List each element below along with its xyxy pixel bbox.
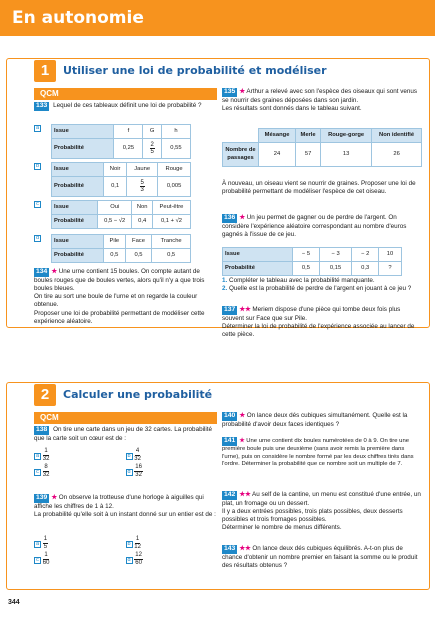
table-cell: 0,15	[319, 262, 352, 276]
table-cell-fraction: $\frac{2}{5}$	[143, 139, 161, 159]
exercise-136-questions: 1. Compléter le tableau avec la probabilité manquante. 2. Quelle est la probabilité de perdre de l'argent en jouant à ce jeu ?	[222, 277, 412, 293]
numerator: 1	[43, 536, 48, 542]
table-header: Probabilité	[52, 177, 104, 197]
exercise-text: Meriem dispose d'une pièce qui tombe deux fois plus souvent sur Face que sur Pile.	[222, 306, 401, 322]
table-cell: Face	[125, 235, 152, 249]
table-cell: 0,4	[132, 215, 153, 229]
exercise-134	[34, 268, 217, 326]
answer-b[interactable]	[126, 448, 218, 462]
difficulty-star-icon: ★★	[239, 491, 251, 498]
table-cell: 0,5	[293, 262, 320, 276]
question-2: Quelle est la probabilité de perdre de l'argent en jouant à ce jeu ?	[229, 285, 412, 293]
numerator: 1	[44, 552, 48, 558]
table-cell: 0,5	[152, 249, 191, 263]
table-header: Probabilité	[223, 262, 293, 276]
answer-label: d	[35, 235, 40, 241]
numerator: 1	[44, 448, 48, 454]
table-header: Issue	[52, 235, 104, 249]
qcm-label-2: QCM	[34, 412, 217, 424]
section-1-title: Utiliser une loi de probabilité et modéliser	[63, 64, 327, 77]
table-cell: h	[161, 125, 190, 139]
answer-label: a	[35, 540, 40, 547]
table-cell: 0,25	[114, 139, 143, 159]
table-cell: G	[143, 125, 161, 139]
table-header: Issue	[52, 163, 104, 177]
table-header: Nombre de passages	[223, 143, 259, 167]
exercise-number: 138	[36, 426, 48, 433]
table-cell: 0,55	[161, 139, 190, 159]
denominator: 60	[42, 559, 50, 566]
exercise-number: 135	[224, 88, 236, 95]
table-cell: 0,5 − √2	[98, 215, 132, 229]
table-cell: Oui	[98, 201, 132, 215]
exercise-text: Une urne contient dix boules numérotées de 0 à 9. On tire une première boule puis une deuxième (sans avoir remis la première dans l'urne), puis on considère le nombre formé par les deux chiffres tirés dans l'ordre. Déterminer la probabilité que ce nombre soit un multiple de 7.	[222, 438, 414, 468]
exercise-141	[222, 437, 422, 469]
prob-table-a	[51, 124, 191, 159]
table-header: Issue	[52, 201, 98, 215]
table-cell: 26	[372, 143, 422, 167]
denominator: 32	[42, 455, 50, 462]
table-cell: Non	[132, 201, 153, 215]
exercise-133	[34, 102, 217, 111]
difficulty-star-icon: ★	[239, 214, 245, 221]
table-cell: 0,1	[103, 177, 126, 197]
exercise-139	[34, 494, 217, 519]
game-table	[222, 247, 402, 276]
exercise-text: On lance deux dés cubiques simultanément. Quelle est la probabilité d'avoir deux faces identiques ?	[222, 412, 408, 428]
table-cell: Pile	[103, 235, 125, 249]
exercise-number: 136	[224, 214, 236, 221]
denominator: 12	[134, 543, 141, 550]
numerator: 4	[135, 448, 140, 454]
denominator: 32	[134, 455, 141, 462]
denominator: 5	[43, 543, 48, 550]
exercise-text-3: Proposer une loi de probabilité permettant de modéliser cette expérience aléatoire.	[34, 309, 205, 325]
prob-table-c	[51, 200, 191, 229]
answer-b[interactable]	[126, 536, 218, 550]
exercise-143	[222, 545, 422, 570]
answer-label: c	[34, 469, 41, 476]
table-header: Probabilité	[52, 249, 104, 263]
answer-label: b	[127, 452, 131, 459]
table-cell: f	[114, 125, 143, 139]
answer-d[interactable]	[126, 464, 218, 478]
table-cell: 57	[296, 143, 321, 167]
table-cell: Jaune	[127, 163, 158, 177]
difficulty-star-icon: ★	[239, 438, 245, 444]
table-header: Issue	[52, 125, 114, 139]
difficulty-star-icon: ★★	[239, 545, 251, 552]
exercise-number: 143	[224, 545, 236, 552]
page-title: En autonomie	[12, 8, 144, 28]
exercise-text-3: Déterminer le nombre de menus différents.	[222, 524, 342, 532]
exercise-140	[222, 412, 422, 429]
exercise-text: Un jeu permet de gagner ou de perdre de l'argent. On considère l'expérience aléatoire correspondant au nombre d'euros gagnés à l'issue de ce jeu.	[222, 214, 407, 238]
table-cell: 24	[259, 143, 296, 167]
difficulty-star-icon: ★	[51, 494, 57, 501]
table-header: Mésange	[259, 129, 296, 143]
birds-table	[222, 128, 422, 167]
exercise-135-question: À nouveau, un oiseau vient se nourrir de graines. Proposer une loi de probabilité permettant de modéliser l'espèce de cet oiseau.	[222, 180, 416, 196]
table-cell: Peut-être	[152, 201, 190, 215]
answer-c[interactable]	[34, 464, 126, 478]
exercise-text: Une urne contient 15 boules. On compte autant de boules rouges que de boules vertes, alors qu'il n'y a que trois boules bleues.	[34, 268, 205, 292]
exercise-text: Lequel de ces tableaux définit une loi de probabilité ?	[53, 102, 202, 109]
exercise-number: 139	[36, 494, 48, 501]
qcm-label-1: QCM	[34, 88, 217, 100]
table-cell: − 5	[293, 248, 320, 262]
numerator: 1	[135, 536, 140, 542]
denominator: 32	[135, 471, 142, 478]
section-1-number: 1	[34, 60, 56, 82]
table-header: Probabilité	[52, 215, 98, 229]
table-cell: − 3	[319, 248, 352, 262]
exercise-138-answers	[34, 448, 217, 478]
exercise-text: On tire une carte dans un jeu de 32 cartes. La probabilité que la carte soit un cœur est de :	[34, 426, 213, 442]
exercise-number: 133	[36, 102, 48, 109]
numerator: 8	[44, 464, 48, 470]
exercise-text: On lance deux dés cubiques équilibrés. A-t-on plus de chance d'obtenir un nombre premier en faisant la somme ou le produit des résultats obtenus ?	[222, 545, 418, 569]
table-cell: 10	[378, 248, 401, 262]
exercise-text-2: On tire au sort une boule de l'urne et on regarde la couleur obtenue.	[34, 293, 198, 309]
page-number: 344	[8, 599, 20, 606]
table-header: Probabilité	[52, 139, 114, 159]
table-cell: − 2	[352, 248, 379, 262]
exercise-number: 140	[224, 412, 236, 419]
exercise-text-2: Déterminer la loi de probabilité de l'expérience associée au lancer de cette pièce.	[222, 322, 415, 339]
prob-table-b	[51, 162, 191, 197]
answer-label: b	[127, 540, 131, 547]
exercise-text: On observe la trotteuse d'une horloge à aiguilles qui affiche les chiffres de 1 à 12.	[34, 494, 204, 510]
exercise-135	[222, 88, 422, 113]
table-cell: 0,005	[158, 177, 191, 197]
exercise-142	[222, 491, 422, 533]
denominator: 60	[135, 559, 142, 566]
answer-label: b	[35, 163, 40, 169]
exercise-text: Au self de la cantine, un menu est constitué d'une entrée, un plat, un fromage ou un dessert.	[222, 491, 421, 507]
difficulty-star-icon: ★	[51, 268, 57, 275]
answer-d[interactable]	[34, 234, 41, 242]
difficulty-star-icon: ★	[239, 412, 245, 419]
answer-label: d	[127, 468, 131, 475]
numerator: 12	[135, 552, 142, 558]
section-2-title: Calculer une probabilité	[63, 388, 213, 401]
table-cell: 0,5	[103, 249, 125, 263]
section-2-number: 2	[34, 384, 56, 406]
table-cell: 13	[321, 143, 372, 167]
answer-a[interactable]	[34, 536, 126, 550]
question-1: Compléter le tableau avec la probabilité manquante.	[229, 277, 375, 284]
table-header: Non identifié	[372, 129, 422, 143]
table-cell: 0,5	[125, 249, 152, 263]
exercise-text-2: Il y a deux entrées possibles, trois plats possibles, deux desserts possibles et trois fromages possibles.	[222, 507, 403, 524]
numerator: 16	[135, 464, 142, 470]
exercise-138	[34, 426, 217, 443]
answer-label: d	[127, 556, 131, 563]
prob-table-d	[51, 234, 191, 263]
denominator: 32	[42, 471, 50, 478]
exercise-number: 134	[36, 268, 48, 275]
exercise-text-2: La probabilité qu'elle soit à un instant donné sur un entier est de :	[34, 510, 216, 518]
answer-d[interactable]	[126, 552, 218, 566]
table-header: Issue	[223, 248, 293, 262]
table-header: Rouge-gorge	[321, 129, 372, 143]
answer-b[interactable]	[34, 162, 41, 170]
answer-a[interactable]	[34, 124, 41, 132]
answer-a[interactable]	[34, 448, 126, 462]
table-header: Merle	[296, 129, 321, 143]
answer-label: c	[34, 201, 41, 208]
exercise-number: 141	[224, 437, 236, 444]
table-cell: ?	[378, 262, 401, 276]
exercise-text-2: Les résultats sont donnés dans le tableau suivant.	[222, 104, 362, 112]
difficulty-star-icon: ★★	[239, 306, 251, 313]
difficulty-star-icon: ★	[239, 88, 245, 95]
table-cell: Noir	[103, 163, 126, 177]
table-cell: Tranche	[152, 235, 191, 249]
table-cell: Rouge	[158, 163, 191, 177]
exercise-137	[222, 306, 422, 339]
exercise-136	[222, 214, 422, 239]
exercise-number: 137	[224, 306, 236, 313]
answer-label: a	[35, 125, 40, 131]
answer-c[interactable]	[34, 200, 41, 208]
answer-label: a	[35, 452, 40, 459]
answer-label: c	[34, 557, 41, 564]
exercise-number: 142	[224, 491, 236, 498]
answer-c[interactable]	[34, 552, 126, 566]
table-cell-fraction: $\frac{5}{3}$	[127, 177, 158, 197]
table-cell: 0,3	[352, 262, 379, 276]
exercise-text: Arthur a relevé avec son l'espèce des oiseaux qui sont venus se nourrir des graines déposées dans son jardin.	[222, 88, 418, 104]
exercise-139-answers	[34, 536, 217, 566]
table-cell: 0,1 + √2	[152, 215, 190, 229]
